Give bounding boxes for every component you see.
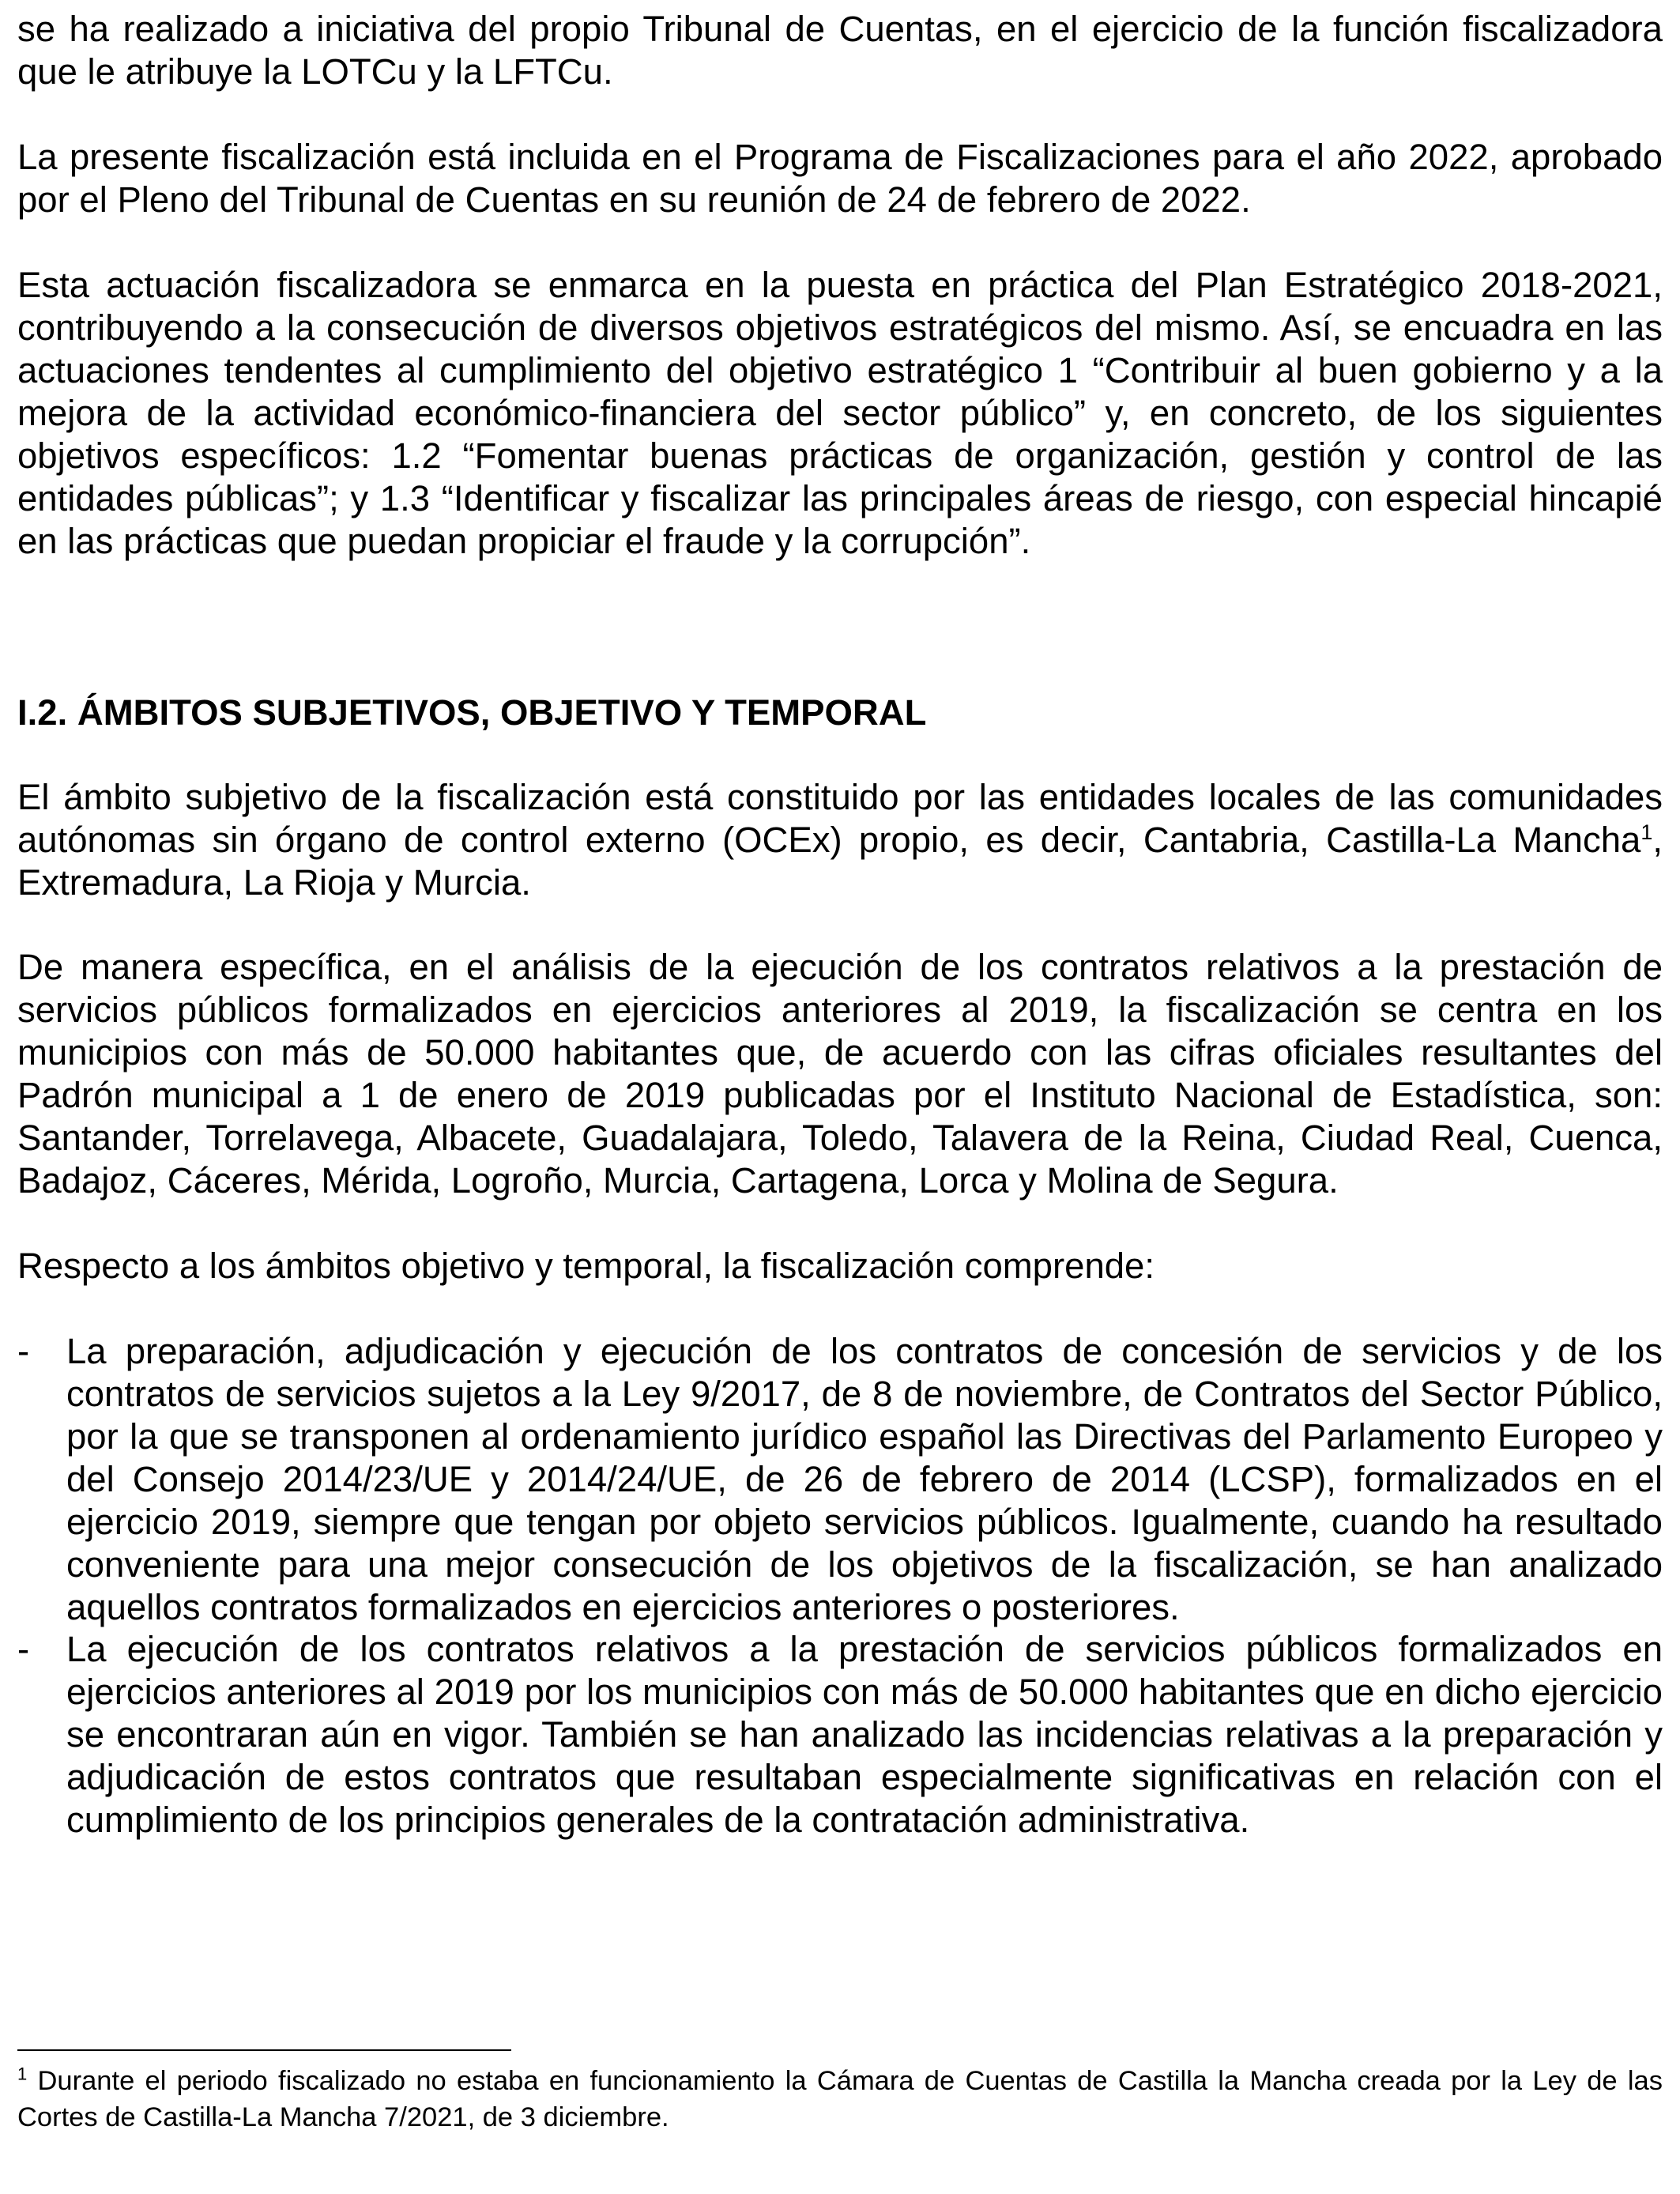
list-item (17, 1628, 1663, 1842)
subjective-scope-text: El ámbito subjetivo de la fiscalización está constituido por las entidades locales de las comunidades autónomas sin órgano de control externo (OCEx) propio, es decir, Cantabria, Castilla-La Mancha (17, 777, 1663, 860)
list-item-text: La preparación, adjudicación y ejecución de los contratos de concesión de servicios y de los contratos de servicios sujetos a la Ley 9/2017, de 8 de noviembre, de Contratos del Sector Público, por la que se transponen al ordenamiento jurídico español las Directivas del Parlamento Europeo y del Consejo 2014/23/UE y 2014/24/UE, de 26 de febrero de 2014 (LCSP), formalizados en el ejercicio 2019, siempre que tengan por objeto servicios públicos. Igualmente, cuando ha resultado conveniente para una mejor consecución de los objetivos de la fiscalización, se han analizado aquellos contratos formalizados en ejercicios anteriores o posteriores. (66, 1331, 1663, 1627)
footnote (17, 2063, 1663, 2136)
paragraph-initiative: se ha realizado a iniciativa del propio Tribunal de Cuentas, en el ejercicio de la función fiscalizadora que le atribuye la LOTCu y la LFTCu. (17, 9, 1663, 92)
subjective-scope-text-end: , Extremadura, La Rioja y Murcia. (17, 820, 1663, 903)
footnote-separator (17, 2049, 511, 2051)
paragraph-strategic-plan: Esta actuación fiscalizadora se enmarca en la puesta en práctica del Plan Estratégico 2018-2021, contribuyendo a la consecución de diversos objetivos estratégicos del mismo. Así, se encuadra en las actuaciones tendentes al cumplimiento del objetivo estratégico 1 “Contribuir al buen gobierno y a la mejora de la actividad económico-financiera del sector público” y, en concreto, de los siguientes objetivos específicos: 1.2 “Fomentar buenas prácticas de organización, gestión y control de las entidades públicas”; y 1.3 “Identificar y fiscalizar las principales áreas de riesgo, con especial hincapié en las prácticas que puedan propiciar el fraude y la corrupción”. (17, 265, 1663, 561)
list-item (17, 1330, 1663, 1629)
list-item-text: La ejecución de los contratos relativos a la prestación de servicios públicos formalizados en ejercicios anteriores al 2019 por los municipios con más de 50.000 habitantes que en dicho ejercicio se encontraran aún en vigor. También se han analizado las incidencias relativas a la preparación y adjudicación de estos contratos que resultaban especialmente significativas en relación con el cumplimiento de los principios generales de la contratación administrativa. (66, 1629, 1663, 1840)
section-heading: I.2. ÁMBITOS SUBJETIVOS, OBJETIVO Y TEMPORAL (17, 692, 927, 733)
paragraph-subjective-scope (17, 776, 1663, 904)
paragraph-municipalities: De manera específica, en el análisis de la ejecución de los contratos relativos a la prestación de servicios públicos formalizados en ejercicios anteriores al 2019, la fiscalización se centra en los municipios con más de 50.000 habitantes que, de acuerdo con las cifras oficiales resultantes del Padrón municipal a 1 de enero de 2019 publicadas por el Instituto Nacional de Estadística, son: Santander, Torrelavega, Albacete, Guadalajara, Toledo, Talavera de la Reina, Ciudad Real, Cuenca, Badajoz, Cáceres, Mérida, Logroño, Murcia, Cartagena, Lorca y Molina de Segura. (17, 947, 1663, 1201)
bullet-dash: - (17, 1629, 30, 1669)
footnote-reference[interactable]: 1 (1640, 820, 1653, 844)
paragraph-objective-temporal: Respecto a los ámbitos objetivo y temporal, la fiscalización comprende: (17, 1246, 1155, 1286)
paragraph-program: La presente fiscalización está incluida en el Programa de Fiscalizaciones para el año 2022, aprobado por el Pleno del Tribunal de Cuentas en su reunión de 24 de febrero de 2022. (17, 137, 1663, 220)
footnote-number: 1 (17, 2064, 28, 2084)
footnote-text: Durante el periodo fiscalizado no estaba en funcionamiento la Cámara de Cuentas de Castilla la Mancha creada por la Ley de las Cortes de Castilla-La Mancha 7/2021, de 3 diciembre. (17, 2066, 1663, 2132)
bullet-dash: - (17, 1331, 30, 1371)
